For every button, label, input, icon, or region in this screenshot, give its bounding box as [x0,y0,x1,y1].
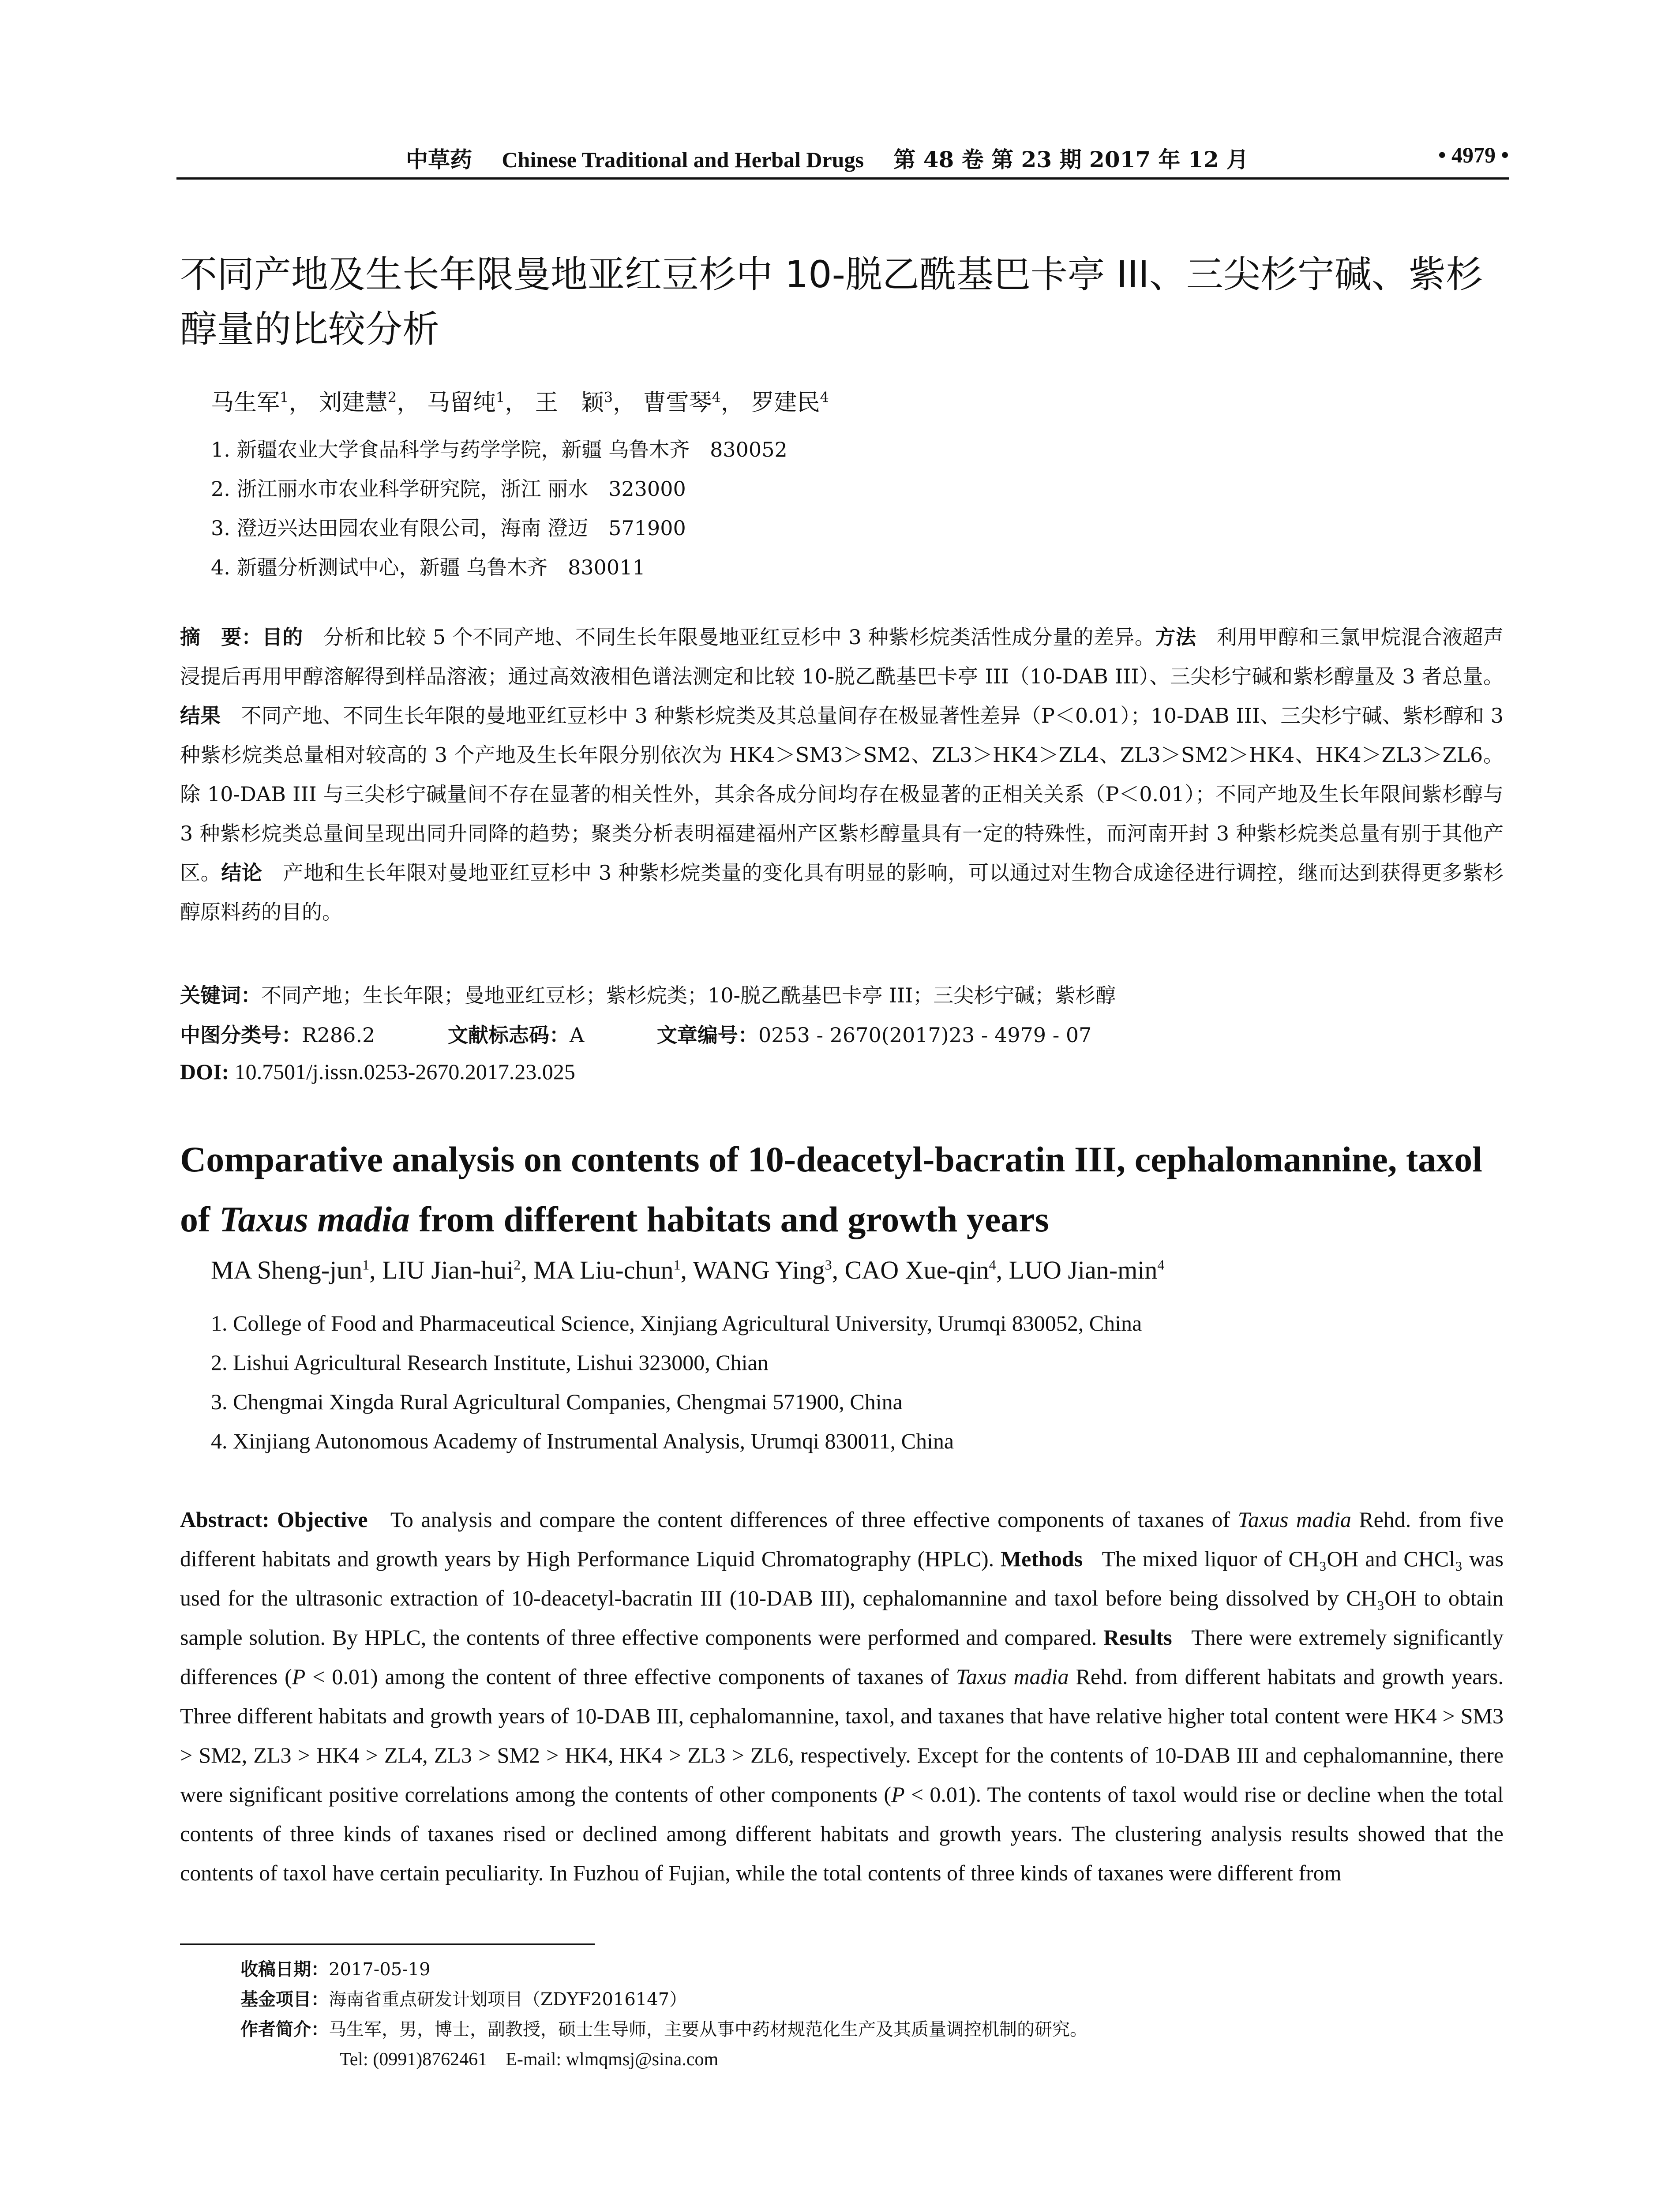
en-title [180,1129,1504,1249]
en-author: WANG Ying [693,1256,825,1284]
en-author: MA Sheng-jun [211,1256,363,1284]
doc-code-value: A [569,1023,585,1047]
footnote-contact: Tel: (0991)8762461 E-mail: wlmqmsj@sina.com [340,2049,719,2070]
cn-conclusion: 产地和生长年限对曼地亚红豆杉中 3 种紫杉烷类量的变化具有明显的影响，可以通过对生物合成途径进行调控，继而达到获得更多紫杉醇原料药的目的。 [180,861,1504,924]
en-affiliation: 4. Xinjiang Autonomous Academy of Instrumental Analysis, Urumqi 830011, China [211,1429,954,1453]
cn-title: 不同产地及生长年限曼地亚红豆杉中 10-脱乙酰基巴卡亭 III、三尖杉宁碱、紫杉醇量的比较分析 [180,253,1483,351]
cn-affiliation: 2. 浙江丽水市农业科学研究院，浙江 丽水 323000 [211,477,686,501]
cn-methods-label: 方法 [1155,625,1196,649]
en-results-c: Rehd. from different habitats and growth years. Three different habitats and growth years of 10-DAB III, cephalomannine, taxol, and taxanes that have relative higher total content were HK4 > SM3 > SM2, ZL3 > HK4 > ZL4, ZL3 > SM2 > HK4, HK4 > ZL3 > ZL6, respectively. Except for the contents of 10-DAB III and cephalomannine, there were significant positive correlations among the contents of other components ( [180,1664,1504,1807]
en-author-sup: 2 [514,1257,521,1273]
cn-keywords-text: 不同产地；生长年限；曼地亚红豆杉；紫杉烷类；10-脱乙酰基巴卡亭 III；三尖杉宁碱；紫杉醇 [261,983,1116,1007]
cn-affiliation: 1. 新疆农业大学食品科学与药学学院，新疆 乌鲁木齐 830052 [211,438,788,461]
en-p-symbol: P [292,1664,306,1689]
footnote-author [240,2015,1088,2045]
cn-affiliation: 3. 澄迈兴达田园农业有限公司，海南 澄迈 571900 [211,516,686,540]
cn-author: 罗建民 [751,390,820,416]
cn-affiliations [211,430,788,587]
cn-author: 王 颖 [535,390,604,416]
en-author: LUO Jian-min [1009,1256,1158,1284]
en-title-part2: from different habitats and growth years [409,1199,1049,1239]
cn-abstract-label: 摘 要： [180,625,262,649]
footnote-rule [180,1943,595,1945]
en-authors: MA Sheng-jun$^1$, LIU Jian-hui$^2$, MA Liu-chun$^1$, WANG Ying$^3$, CAO Xue-qin$^4$, LUO Jian-$\min^4$ [211,1256,1165,1284]
cn-objective-label: 目的 [262,625,303,649]
cn-keywords [180,979,1116,1009]
cn-results: 不同产地、不同生长年限的曼地亚红豆杉中 3 种紫杉烷类及其总量间存在极显著性差异（P＜0.01）；10-DAB III、三尖杉宁碱、紫杉醇和 3 种紫杉烷类总量相对较高的 3 个产地及生长年限分别依次为 HK4＞SM3＞SM2、ZL3＞HK4＞ZL4、ZL3＞SM2＞HK4、HK4＞ZL3＞ZL6。除 10-DAB III 与三尖杉宁碱量间不存在显著的相关性外，其余各成分间均存在极显著的正相关关系（P＜0.01）；不同产地及生长年限间紫杉醇与 3 种紫杉烷类总量间呈现出同升同降的趋势；聚类分析表明福建福州产区紫杉醇量具有一定的特殊性，而河南开封 3 种紫杉烷类总量有别于其他产区。 [180,704,1504,885]
footnotes [240,1955,1088,2075]
fund-label: 基金项目： [240,1989,329,2010]
cn-methods: 利用甲醇和三氯甲烷混合液超声浸提后再用甲醇溶解得到样品溶液；通过高效液相色谱法测定和比较 10-脱乙酰基巴卡亭 III（10-DAB III）、三尖杉宁碱和紫杉醇量及 3 者总量。 [180,625,1504,688]
en-title-species: Taxus madia [219,1199,410,1239]
article-no-value: 0253 - 2670(2017)23 - 4979 - 07 [758,1023,1092,1047]
en-methods: The mixed liquor of CH₃OH and CHCl₃ was used for the ultrasonic extraction of 10-deacetyl-bacratin III (10-DAB III), cephalomannine and taxol before being dissolved by CH₃OH to obtain sample solution. By HPLC, the contents of three effective components were performed and compared. [180,1546,1504,1650]
page-number: • 4979 • [1438,143,1509,167]
cn-affiliation: 4. 新疆分析测试中心，新疆 乌鲁木齐 830011 [211,555,645,579]
cn-author: 马生军 [211,390,280,416]
doc-code-label: 文献标志码： [447,1023,570,1047]
en-results-a: There were extremely significantly differences ( [180,1625,1504,1689]
en-author-sup: 4 [989,1257,996,1273]
en-results-label: Results [1103,1625,1172,1650]
journal-name-cn: 中草药 [406,147,472,173]
doi-line [180,1059,575,1084]
footnote-fund [240,1985,1088,2015]
cn-author-sup: 2 [387,389,397,406]
cn-abstract [180,618,1504,932]
cn-author-sup: 4 [712,389,721,406]
journal-header-left [406,142,1249,174]
cn-results-label: 结果 [180,704,221,728]
footnote-received [240,1955,1088,1985]
en-author-sup: 4 [1157,1257,1165,1273]
received-label: 收稿日期： [240,1959,329,1980]
en-species: Taxus madia [956,1664,1069,1689]
en-author-sup: 3 [825,1257,832,1273]
en-affiliation: 1. College of Food and Pharmaceutical Science, Xinjiang Agricultural University, Urumqi 830052, China [211,1311,1142,1336]
cn-classification [180,1019,1091,1048]
en-species: Taxus madia [1238,1507,1351,1532]
doi-label: DOI: [180,1059,229,1084]
en-abstract-label: Abstract: [180,1507,270,1532]
en-objective-label: Objective [277,1507,368,1532]
article-no-label: 文章编号： [656,1023,758,1047]
cn-author-sup: 3 [604,389,613,406]
en-author-sup: 1 [362,1257,370,1273]
cn-keywords-label: 关键词： [180,983,261,1007]
en-abstract [180,1500,1504,1893]
en-author: LIU Jian-hui [382,1256,514,1284]
author-bio-value: 马生军，男，博士，副教授，硕士生导师，主要从事中药材规范化生产及其质量调控机制的研究。 [329,2019,1088,2040]
en-title-part1: Comparative analysis on contents of 10-deacetyl-bacratin III, cephalomannine, taxol of [180,1139,1482,1239]
cn-authors: 马生军$^1$， 刘建慧$^2$， 马留纯$^1$， 王 颖$^3$， 曹雪琴$^4$， 罗建民$^4$ [211,389,829,416]
en-results-b: < 0.01) among the content of three effective components of taxanes of [305,1664,956,1689]
journal-issue: 第 48 卷 第 23 期 2017 年 12 月 [893,146,1249,173]
en-affiliations [211,1304,1142,1461]
en-author: CAO Xue-qin [844,1256,989,1284]
en-p-symbol: P [891,1782,905,1807]
cn-author: 马留纯 [427,390,496,416]
en-affiliation: 3. Chengmai Xingda Rural Agricultural Companies, Chengmai 571900, China [211,1389,903,1414]
cn-objective: 分析和比较 5 个不同产地、不同生长年限曼地亚红豆杉中 3 种紫杉烷类活性成分量的差异。 [323,625,1155,649]
en-author-sup: 1 [673,1257,681,1273]
en-methods-label: Methods [1000,1546,1083,1571]
cn-author-sup: 1 [495,389,505,406]
received-value: 2017-05-19 [329,1959,431,1980]
en-author: MA Liu-chun [533,1256,674,1284]
en-objective-a: To analysis and compare the content differences of three effective components of taxanes of [390,1507,1238,1532]
cn-author-sup: 4 [820,389,829,406]
cn-author: 曹雪琴 [643,390,712,416]
en-affiliation: 2. Lishui Agricultural Research Institute, Lishui 323000, Chian [211,1350,769,1375]
cn-conclusion-label: 结论 [221,861,262,885]
clc-label: 中图分类号： [180,1023,302,1047]
fund-value: 海南省重点研发计划项目（ZDYF2016147） [329,1989,687,2010]
clc-value: R286.2 [302,1023,375,1047]
doi-value: 10.7501/j.issn.0253-2670.2017.23.025 [234,1059,575,1084]
journal-name-en: Chinese Traditional and Herbal Drugs [502,147,864,172]
cn-author: 刘建慧 [319,390,388,416]
en-objective-b: Rehd. from five different habitats and growth years by High Performance Liquid Chromatography (HPLC). [180,1507,1504,1571]
en-results-d: < 0.01). The contents of taxol would rise or decline when the total contents of three kinds of taxanes rised or declined among different habitats and growth years. The clustering analysis results showed that the contents of taxol have certain peculiarity. In Fuzhou of Fujian, while the total contents of three kinds of taxanes were different from [180,1782,1504,1885]
cn-author-sup: 1 [280,389,289,406]
author-bio-label: 作者简介： [240,2019,329,2040]
journal-header [176,140,1509,180]
